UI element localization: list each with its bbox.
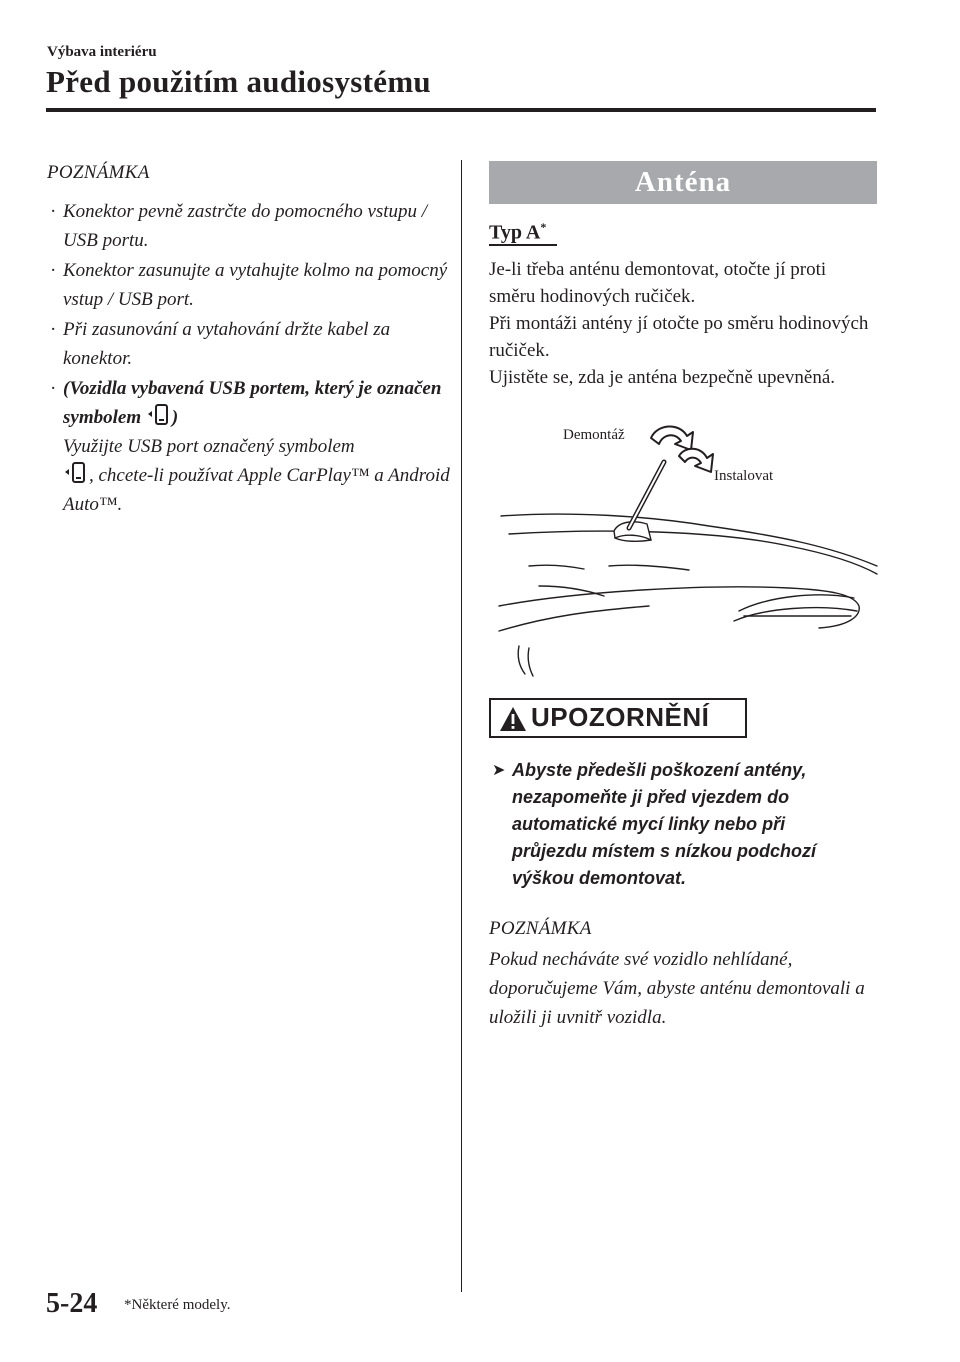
body-paragraph: Je-li třeba anténu demontovat, otočte jí proti směru hodinových ručiček.: [489, 259, 827, 307]
usb-phone-icon: [146, 404, 172, 426]
column-divider: [461, 160, 462, 1292]
warning-box: [489, 698, 747, 738]
note-item: · (Vozidla vybavená USB portem, který je označen symbolem ) Využijte USB port označený symbolem , chcete-li používat Apple CarPlay™ a Android Auto™.: [50, 378, 450, 515]
usb-phone-icon: [63, 462, 89, 484]
label-install: Instalovat: [714, 468, 774, 484]
section-label: Výbava interiéru: [47, 44, 157, 60]
title-rule: [46, 108, 876, 112]
body-text: [489, 256, 869, 391]
section-banner: Anténa: [489, 161, 877, 204]
note-item: · Při zasunování a vytahování držte kabel za konektor.: [50, 319, 391, 369]
body-paragraph: Při montáži antény jí otočte po směru hodinových ručiček.: [489, 313, 869, 361]
arrow-right-icon: ➤: [492, 762, 506, 779]
footnote-mark: *: [540, 220, 547, 234]
body-paragraph: Ujistěte se, zda je anténa bezpečně upevněná.: [489, 367, 836, 388]
note-text: Pokud necháváte své vozidlo nehlídané, doporučujeme Vám, abyste anténu demontovali a uložili ji uvnitř vozidla.: [489, 949, 865, 1028]
footnote: *Některé modely.: [124, 1297, 231, 1313]
antenna-illustration: [489, 416, 879, 678]
type-underline: [489, 244, 557, 246]
warning-label: UPOZORNĚNÍ: [531, 702, 710, 732]
note-label: POZNÁMKA: [47, 162, 150, 183]
note-list: [50, 197, 450, 520]
warning-triangle-icon: [499, 706, 527, 732]
note-label: POZNÁMKA: [489, 918, 592, 939]
page-number: 5-24: [46, 1288, 98, 1319]
page-title: Před použitím audiosystému: [46, 64, 431, 99]
note-item: · Konektor pevně zastrčte do pomocného vstupu / USB portu.: [50, 201, 428, 251]
type-heading: Typ A*: [489, 220, 547, 244]
warning-text: ➤ Abyste předešli poškození antény, nezapomeňte ji před vjezdem do automatické mycí linky nebo při průjezdu místem s nízkou podchozí výškou demontovat.: [492, 757, 862, 892]
label-remove: Demontáž: [563, 427, 625, 443]
note-item: · Konektor zasunujte a vytahujte kolmo na pomocný vstup / USB port.: [50, 260, 448, 310]
